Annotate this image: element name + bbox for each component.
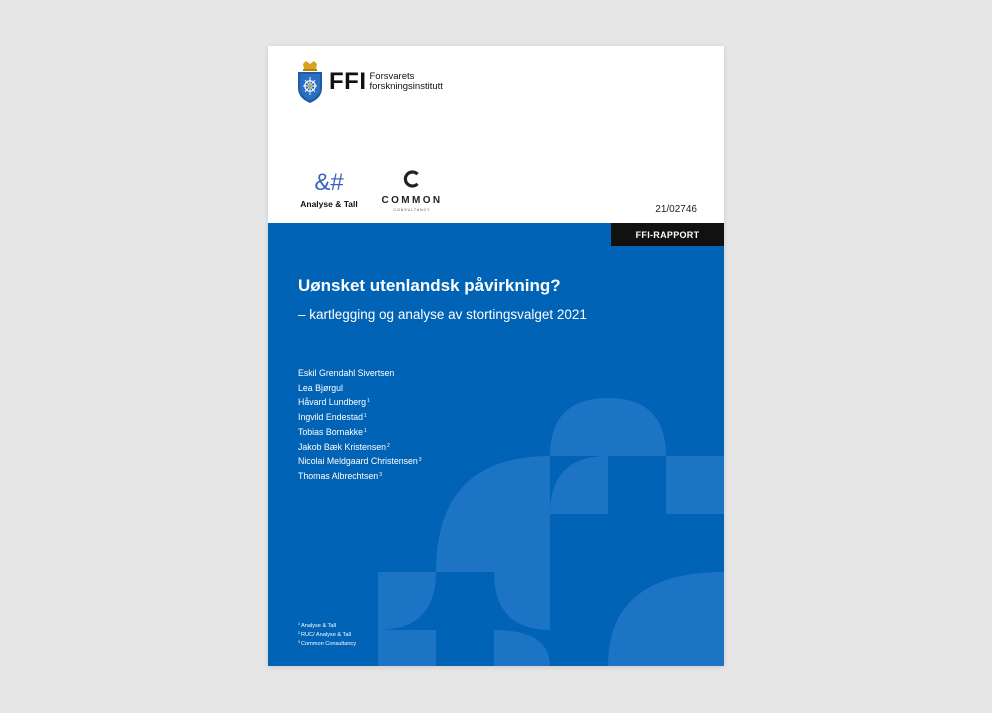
footnote-item: $^1$Analyse & Tall xyxy=(298,622,337,629)
cover-blue-panel xyxy=(268,223,724,666)
common-consultancy-logo xyxy=(376,170,448,212)
footnote-item: $^3$Common Consultancy xyxy=(298,640,357,648)
common-name: COMMON xyxy=(381,195,443,206)
ffi-institute-name xyxy=(370,72,443,92)
ffi-logo xyxy=(297,59,443,105)
analyse-tall-symbol: &# xyxy=(314,169,344,196)
footnote-item: $^2$RUC/ Analyse & Tall xyxy=(298,631,351,639)
author-item: Nicolai Meldgaard Christensen$^3$ xyxy=(298,456,422,467)
analyse-tall-logo xyxy=(296,170,362,209)
ffi-wordmark: FFI xyxy=(329,68,367,95)
report-cover xyxy=(268,46,724,666)
ffi-name-line2: forskningsinstitutt xyxy=(369,81,443,92)
author-item: Thomas Albrechtsen$^3$ xyxy=(298,470,382,481)
affiliation-footnotes xyxy=(298,621,356,649)
ffi-name-line1: Forsvarets xyxy=(369,71,415,82)
author-item: Håvard Lundberg$^1$ xyxy=(298,397,370,408)
author-item: Lea Bjørgul xyxy=(298,382,343,393)
analyse-tall-name: Analyse & Tall xyxy=(300,199,358,209)
report-title: Uønsket utenlandsk påvirkning? xyxy=(298,276,561,295)
report-type-badge: FFI-RAPPORT xyxy=(611,223,724,246)
author-item: Tobias Bornakke$^1$ xyxy=(298,426,367,437)
author-list xyxy=(298,366,422,484)
author-item: Jakob Bæk Kristensen$^2$ xyxy=(298,441,390,452)
common-c-icon xyxy=(403,170,421,188)
coat-of-arms-icon xyxy=(297,60,323,104)
author-item: Ingvild Endestad$^1$ xyxy=(298,412,367,423)
report-subtitle: – kartlegging og analyse av stortingsvalget 2021 xyxy=(298,307,587,322)
author-item: Eskil Grendahl Sivertsen xyxy=(298,368,395,378)
report-number: 21/02746 xyxy=(655,204,697,215)
common-subtitle: CONSULTANCY xyxy=(393,208,431,212)
